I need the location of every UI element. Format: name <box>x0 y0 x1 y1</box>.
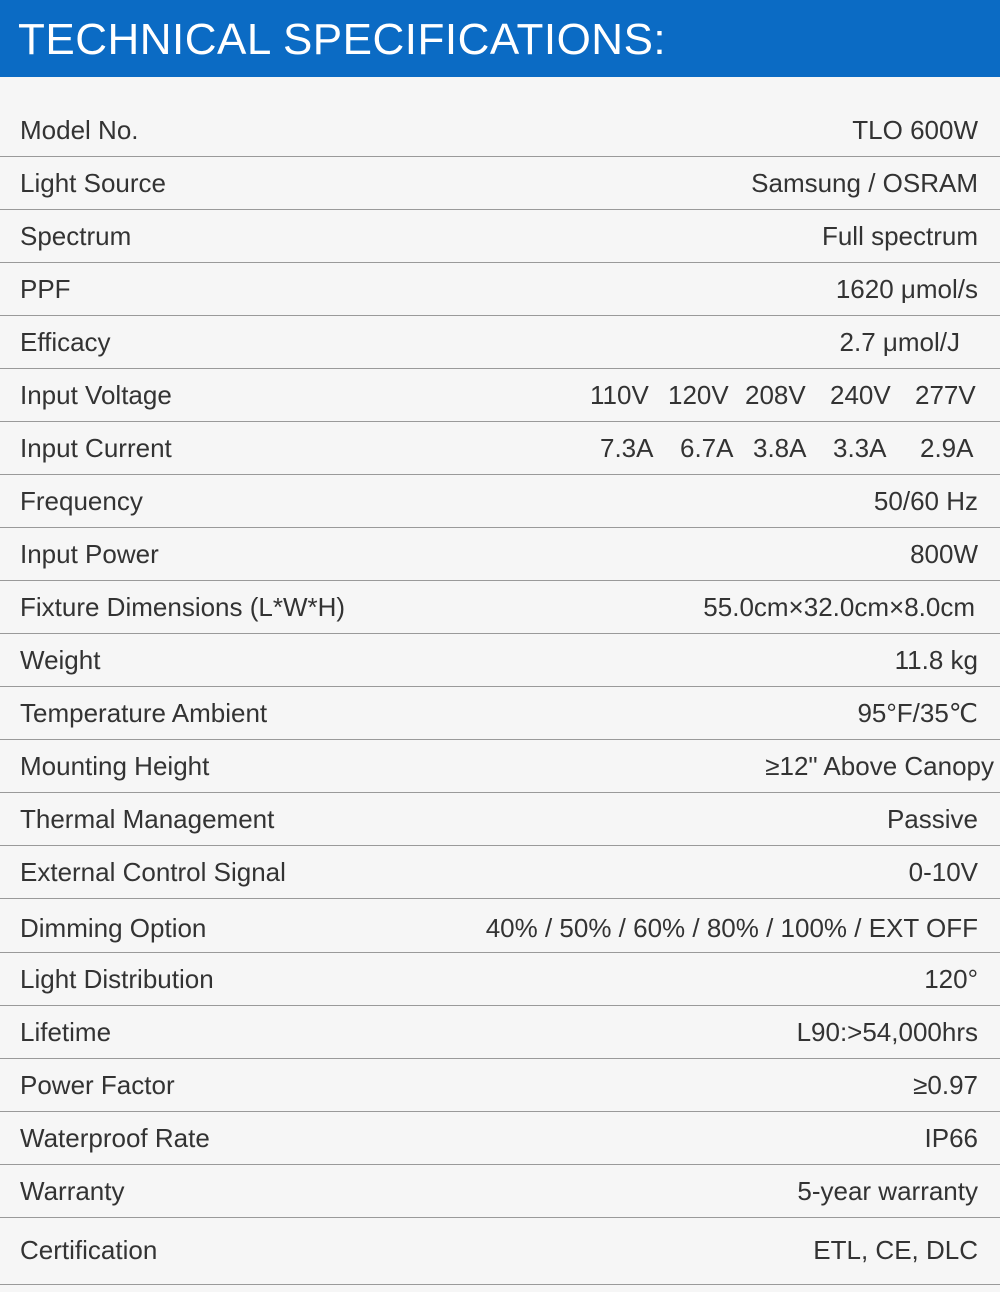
spec-row-input-voltage <box>0 369 1000 422</box>
spec-label: Light Source <box>20 168 166 198</box>
spec-value: Samsung / OSRAM <box>751 168 978 198</box>
spec-value: 95°F/35℃ <box>857 698 978 728</box>
current-value: 7.3A <box>600 433 654 463</box>
spec-row-thermal <box>0 793 1000 846</box>
spec-row-waterproof <box>0 1112 1000 1165</box>
spec-row-light-distribution <box>0 953 1000 1006</box>
current-value: 2.9A <box>920 433 974 463</box>
spec-row-dimming <box>0 899 1000 953</box>
spec-label: Certification <box>20 1235 158 1265</box>
spec-row-light-source <box>0 157 1000 210</box>
spec-label: Input Current <box>20 433 172 463</box>
spec-label: Power Factor <box>20 1070 175 1100</box>
spec-value: 40% / 50% / 60% / 80% / 100% / EXT OFF <box>485 913 978 943</box>
spec-label: Thermal Management <box>20 804 275 834</box>
spec-value: 2.7 μmol/J <box>839 327 960 357</box>
spec-value: 0-10V <box>908 857 978 887</box>
spec-label: PPF <box>20 274 71 304</box>
spec-value: 55.0cm×32.0cm×8.0cm <box>703 592 975 622</box>
spec-value: L90:>54,000hrs <box>796 1017 978 1047</box>
spec-label: External Control Signal <box>20 857 286 887</box>
spec-value: 11.8 kg <box>894 645 978 675</box>
spec-row-lifetime <box>0 1006 1000 1059</box>
spec-label: Input Power <box>20 539 159 569</box>
spec-label: Waterproof Rate <box>20 1123 210 1153</box>
voltage-value: 208V <box>745 380 806 410</box>
spec-row-warranty <box>0 1165 1000 1218</box>
spec-label: Model No. <box>20 115 139 145</box>
spec-value: ≥12" Above Canopy <box>765 751 994 781</box>
spec-value: ETL, CE, DLC <box>813 1235 978 1265</box>
spec-value: 50/60 Hz <box>873 486 978 516</box>
page-title: TECHNICAL SPECIFICATIONS: <box>18 15 667 64</box>
spec-row-dimensions <box>0 581 1000 634</box>
spec-value: 120° <box>924 964 978 994</box>
current-value: 6.7A <box>680 433 734 463</box>
spec-value: 1620 μmol/s <box>835 274 978 304</box>
header-bar <box>0 0 1000 77</box>
spec-row-mounting-height <box>0 740 1000 793</box>
spec-label: Efficacy <box>20 327 111 357</box>
spec-value: Passive <box>886 804 978 834</box>
current-value: 3.8A <box>753 433 807 463</box>
spec-label: Weight <box>20 645 101 675</box>
spec-row-certification <box>0 1218 1000 1285</box>
voltage-value: 277V <box>915 380 976 410</box>
spec-row-control-signal <box>0 846 1000 899</box>
spec-row-input-power <box>0 528 1000 581</box>
spec-row-power-factor <box>0 1059 1000 1112</box>
voltage-value: 110V <box>590 380 649 410</box>
spec-label: Lifetime <box>20 1017 112 1047</box>
spec-label: Dimming Option <box>20 913 207 943</box>
spec-row-input-current <box>0 422 1000 475</box>
spec-value: 5-year warranty <box>797 1176 978 1206</box>
spec-label: Input Voltage <box>20 380 172 410</box>
voltage-value: 120V <box>668 380 729 410</box>
spec-row-spectrum <box>0 210 1000 263</box>
spec-label: Spectrum <box>20 221 132 251</box>
spec-row-ppf <box>0 263 1000 316</box>
spec-row-temperature <box>0 687 1000 740</box>
spec-value: IP66 <box>924 1123 978 1153</box>
voltage-value: 240V <box>830 380 891 410</box>
spec-label: Light Distribution <box>20 964 214 994</box>
spec-row-frequency <box>0 475 1000 528</box>
spec-row-weight <box>0 634 1000 687</box>
spec-row-model <box>0 104 1000 157</box>
spec-label: Frequency <box>20 486 143 516</box>
spec-label: Fixture Dimensions (L*W*H) <box>20 592 346 622</box>
spec-label: Mounting Height <box>20 751 210 781</box>
spec-row-efficacy <box>0 316 1000 369</box>
spec-label: Temperature Ambient <box>20 698 268 728</box>
spec-value: Full spectrum <box>821 221 978 251</box>
current-value: 3.3A <box>833 433 887 463</box>
spec-value: ≥0.97 <box>913 1070 978 1100</box>
spec-value: 800W <box>910 539 978 569</box>
spec-label: Warranty <box>20 1176 125 1206</box>
spec-value: TLO 600W <box>852 115 978 145</box>
